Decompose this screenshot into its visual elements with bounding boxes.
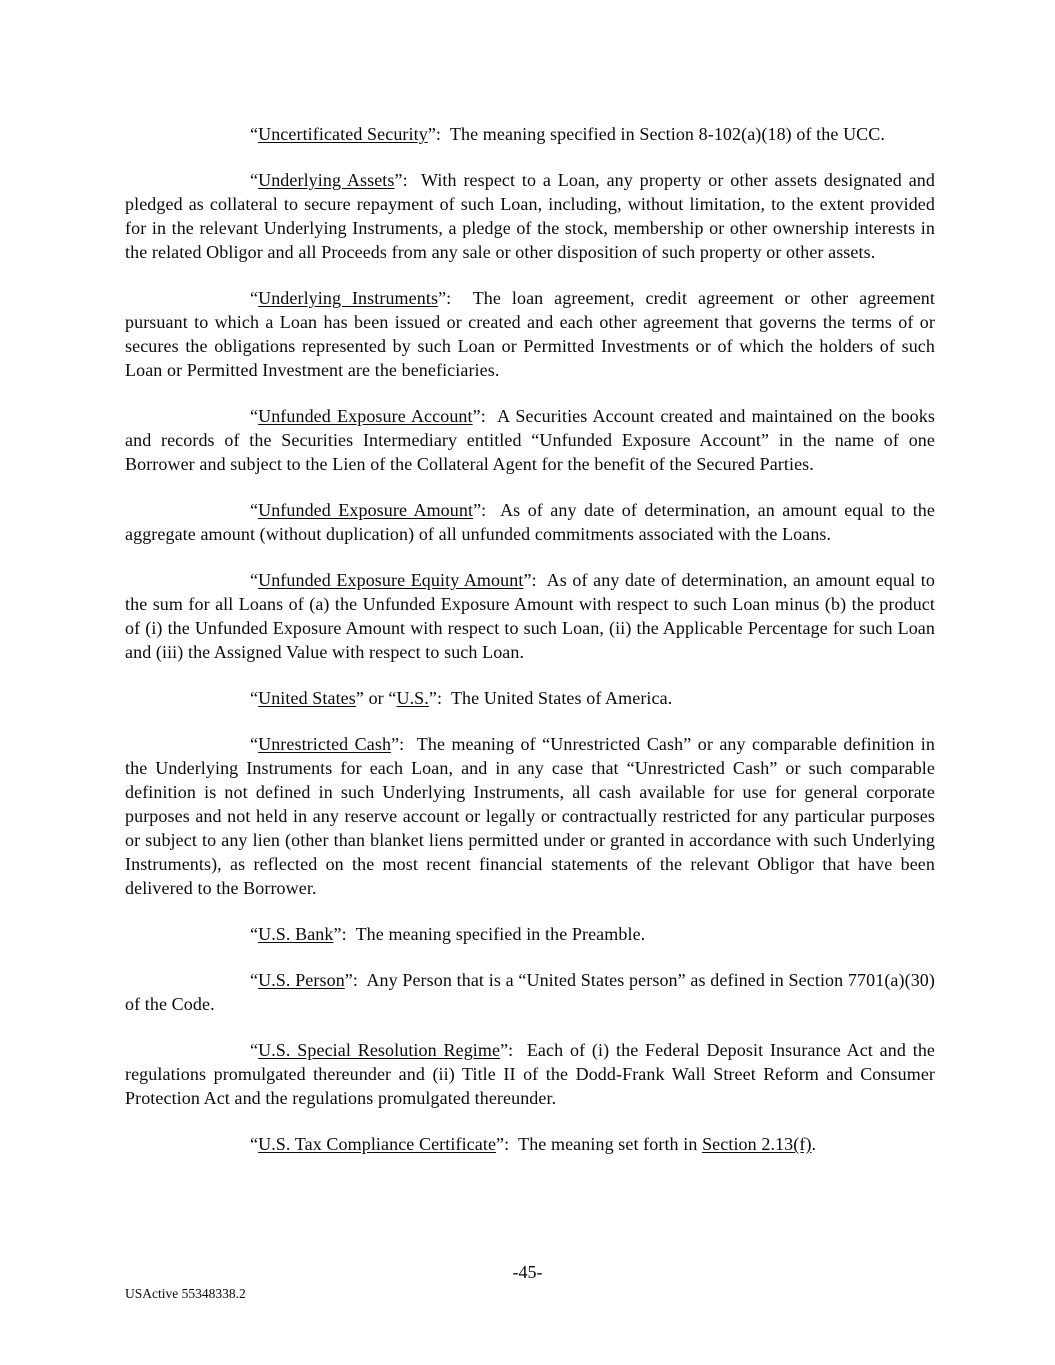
definition-paragraph: [125, 286, 935, 382]
definition-paragraph: [125, 1132, 935, 1156]
definition-paragraph: [125, 568, 935, 664]
defined-term: Underlying Assets: [258, 170, 395, 190]
definition-text: “: [250, 1134, 259, 1154]
definition-text: “: [250, 124, 259, 144]
definition-text: “: [250, 170, 259, 190]
defined-term: Unfunded Exposure Account: [258, 406, 473, 426]
defined-term: U.S. Bank: [258, 924, 334, 944]
definition-text: “: [250, 570, 259, 590]
defined-term: Uncertificated Security: [258, 124, 428, 144]
definition-paragraph: [125, 732, 935, 900]
definition-paragraph: [125, 404, 935, 476]
definition-text: ”: With respect to a Loan, any property or other assets designated and pledged as collateral to secure repayment of such Loan, including, without limitation, to the extent provided for in the relevant Underlying Instruments, a pledge of the stock, membership or other ownership interests in the related Obligor and all Proceeds from any sale or other disposition of such property or other assets.: [125, 170, 935, 262]
definitions-list: [125, 122, 935, 1178]
defined-term: Underlying Instruments: [258, 288, 439, 308]
definition-text: “: [250, 500, 259, 520]
defined-term: Unfunded Exposure Amount: [258, 500, 474, 520]
definition-text: ”: The United States of America.: [428, 688, 673, 708]
definition-text: ” or “: [355, 688, 397, 708]
definition-text: “: [250, 924, 259, 944]
page-number: -45-: [512, 1262, 543, 1282]
definition-paragraph: [125, 122, 935, 146]
defined-term: U.S. Person: [258, 970, 345, 990]
definition-paragraph: [125, 168, 935, 264]
definition-text: ”: A Securities Account created and maintained on the books and records of the Securities Intermediary entitled “Unfunded Exposure Account” in the name of one Borrower and subject to the Lien of the Collateral Agent for the benefit of the Secured Parties.: [125, 406, 935, 474]
definition-paragraph: [125, 968, 935, 1016]
defined-term: U.S.: [396, 688, 429, 708]
definition-text: “: [250, 734, 259, 754]
definition-text: “: [250, 688, 259, 708]
definition-text: .: [811, 1134, 817, 1154]
defined-term: U.S. Tax Compliance Certificate: [258, 1134, 497, 1154]
definition-text: ”: The loan agreement, credit agreement or other agreement pursuant to which a Loan has been issued or created and each other agreement that governs the terms of or secures the obligations represented by such Loan or Permitted Investments or of which the holders of such Loan or Permitted Investment are the beneficiaries.: [125, 288, 935, 380]
defined-term: Unrestricted Cash: [258, 734, 392, 754]
definition-paragraph: [125, 686, 935, 710]
definition-paragraph: [125, 498, 935, 546]
definition-text: ”: The meaning set forth in: [496, 1134, 703, 1154]
defined-term: Section 2.13(f): [702, 1134, 812, 1154]
definition-paragraph: [125, 922, 935, 946]
definition-text: ”: Any Person that is a “United States person” as defined in Section 7701(a)(30) of the Code.: [125, 970, 935, 1014]
definition-text: ”: The meaning of “Unrestricted Cash” or any comparable definition in the Underlying Instruments for each Loan, and in any case that “Unrestricted Cash” or such comparable definition is not defined in such Underlying Instruments, all cash available for use for general corporate purposes and not held in any reserve account or legally or contractually restricted for any particular purposes or subject to any lien (other than blanket liens permitted under or granted in accordance with such Underlying Instruments), as reflected on the most recent financial statements of the relevant Obligor that have been delivered to the Borrower.: [125, 734, 935, 898]
defined-term: United States: [258, 688, 356, 708]
definition-text: “: [250, 1040, 259, 1060]
definition-text: “: [250, 970, 259, 990]
definition-text: ”: As of any date of determination, an amount equal to the aggregate amount (without duplication) of all unfunded commitments associated with the Loans.: [125, 500, 935, 544]
definition-text: ”: Each of (i) the Federal Deposit Insurance Act and the regulations promulgated thereunder and (ii) Title II of the Dodd-Frank Wall Street Reform and Consumer Protection Act and the regulations promulgated thereunder.: [125, 1040, 936, 1108]
document-id-footer: USActive 55348338.2: [125, 1286, 246, 1301]
definition-text: “: [250, 406, 259, 426]
defined-term: Unfunded Exposure Equity Amount: [258, 570, 524, 590]
definition-paragraph: [125, 1038, 935, 1110]
defined-term: U.S. Special Resolution Regime: [258, 1040, 501, 1060]
definition-text: “: [250, 288, 259, 308]
definition-text: ”: As of any date of determination, an amount equal to the sum for all Loans of (a) the Unfunded Exposure Amount with respect to such Loan minus (b) the product of (i) the Unfunded Exposure Amount with respect to such Loan, (ii) the Applicable Percentage for such Loan and (iii) the Assigned Value with respect to such Loan.: [125, 570, 935, 662]
definition-text: ”: The meaning specified in Section 8-102(a)(18) of the UCC.: [427, 124, 885, 144]
definition-text: ”: The meaning specified in the Preamble.: [333, 924, 646, 944]
